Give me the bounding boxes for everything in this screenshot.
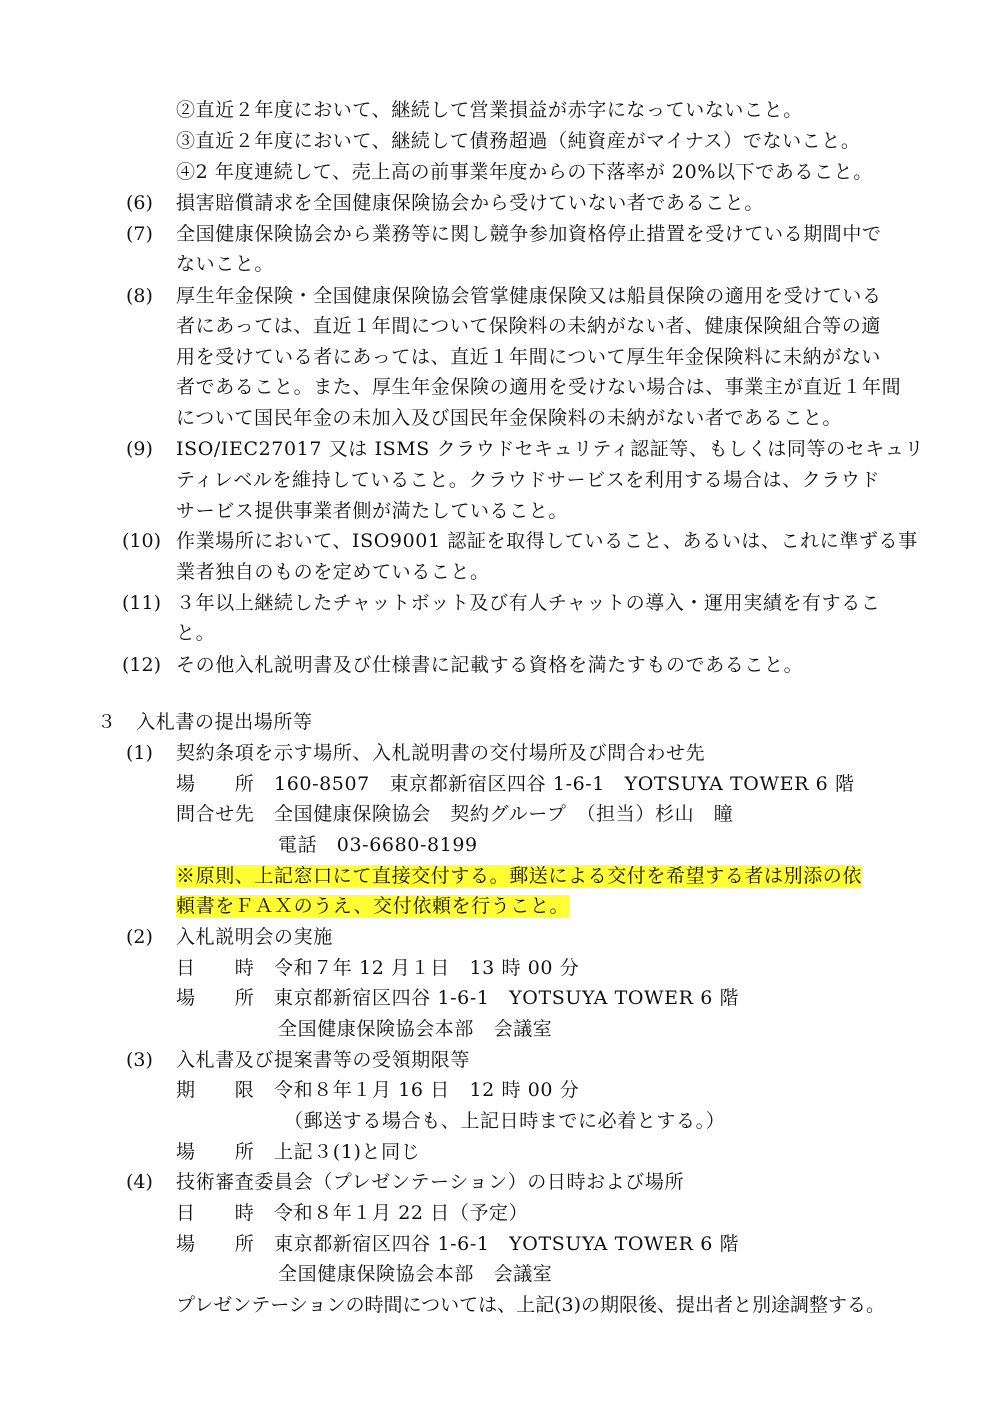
sub-3-place: 場 所 上記３(1)と同じ <box>176 1141 421 1163</box>
sub-4-room: 全国健康保険協会本部 会議室 <box>278 1263 553 1285</box>
sub-number-1: (1) <box>126 742 153 764</box>
sub-1-phone: 電話 03-6680-8199 <box>278 834 478 856</box>
item-7-text-line-1: 全国健康保険協会から業務等に関し競争参加資格停止措置を受けている期間中で <box>176 223 882 245</box>
item-8-text-line-4: 者であること。また、厚生年金保険の適用を受けない場合は、事業主が直近１年間 <box>176 376 902 398</box>
item-6-text: 損害賠償請求を全国健康保険協会から受けていない者であること。 <box>176 192 765 214</box>
sub-4-datetime: 日 時 令和８年１月 22 日（予定） <box>176 1202 529 1224</box>
sub-1-title: 契約条項を示す場所、入札説明書の交付場所及び問合わせ先 <box>176 742 706 764</box>
sub-number-4: (4) <box>126 1171 153 1193</box>
sub-number-2: (2) <box>126 926 153 948</box>
sub-2-datetime: 日 時 令和７年 12 月１日 13 時 00 分 <box>176 957 580 979</box>
highlight-note-text-2: 頼書をＦＡＸのうえ、交付依頼を行うこと。 <box>176 895 570 917</box>
sub-2-title: 入札説明会の実施 <box>176 926 333 948</box>
item-number-8: (8) <box>126 285 153 307</box>
sub-2-room: 全国健康保険協会本部 会議室 <box>278 1018 553 1040</box>
highlight-note-text-1: ※原則、上記窓口にて直接交付する。郵送による交付を希望する者は別添の依 <box>176 865 863 887</box>
item-8-text-line-1: 厚生年金保険・全国健康保険協会管掌健康保険又は船員保険の適用を受けている <box>176 285 882 307</box>
item-9-text-line-1: ISO/IEC27017 又は ISMS クラウドセキュリティ認証等、もしくは同等のセキュリ <box>176 438 925 460</box>
item-number-11: (11) <box>122 592 162 614</box>
sub-4-title: 技術審査委員会（プレゼンテーション）の日時および場所 <box>176 1171 685 1193</box>
item-7-text-line-2: ないこと。 <box>176 253 275 275</box>
item-11-text-line-2: と。 <box>176 622 216 644</box>
item-number-9: (9) <box>126 438 153 460</box>
sub-3-title: 入札書及び提案書等の受領期限等 <box>176 1049 471 1071</box>
sub-1-place: 場 所 160-8507 東京都新宿区四谷 1-6-1 YOTSUYA TOWER 6 階 <box>176 773 855 795</box>
sub-item-4: ④2 年度連続して、売上高の前事業年度からの下落率が 20%以下であること。 <box>176 161 873 183</box>
item-number-6: (6) <box>126 192 153 214</box>
item-9-text-line-3: サービス提供事業者側が満たしていること。 <box>176 500 569 522</box>
item-8-text-line-5: について国民年金の未加入及び国民年金保険料の未納がない者であること。 <box>176 407 843 429</box>
sub-1-contact: 問合せ先 全国健康保険協会 契約グループ （担当）杉山 瞳 <box>176 803 734 825</box>
item-12-text: その他入札説明書及び仕様書に記載する資格を満たすものであること。 <box>176 654 804 676</box>
sub-3-note: （郵送する場合も、上記日時までに必着とする。） <box>284 1110 726 1132</box>
highlight-note-line-1 <box>176 862 862 890</box>
item-11-text-line-1: ３年以上継続したチャットボット及び有人チャットの導入・運用実績を有するこ <box>176 592 881 614</box>
sub-number-3: (3) <box>126 1049 153 1071</box>
sub-2-place: 場 所 東京都新宿区四谷 1-6-1 YOTSUYA TOWER 6 階 <box>176 987 740 1009</box>
item-10-text-line-1: 作業場所において、ISO9001 認証を取得していること、あるいは、これに準ずる事 <box>176 530 918 552</box>
item-10-text-line-2: 業者独自のものを定めていること。 <box>176 561 490 583</box>
item-8-text-line-3: 用を受けている者にあっては、直近１年間について厚生年金保険料に未納がない <box>176 346 882 368</box>
item-number-10: (10) <box>122 530 162 552</box>
sub-item-2: ②直近２年度において、継続して営業損益が赤字になっていないこと。 <box>176 99 803 121</box>
item-number-7: (7) <box>126 223 153 245</box>
sub-4-place: 場 所 東京都新宿区四谷 1-6-1 YOTSUYA TOWER 6 階 <box>176 1233 740 1255</box>
sub-4-presentation-note: プレゼンテーションの時間については、上記(3)の期限後、提出者と別途調整する。 <box>176 1294 886 1316</box>
highlight-note-line-2 <box>176 892 569 920</box>
sub-3-deadline: 期 限 令和８年１月 16 日 12 時 00 分 <box>176 1079 580 1101</box>
sub-item-3: ③直近２年度において、継続して債務超過（純資産がマイナス）でないこと。 <box>176 130 861 152</box>
item-8-text-line-2: 者にあっては、直近１年間について保険料の未納がない者、健康保険組合等の適 <box>176 315 882 337</box>
item-number-12: (12) <box>122 654 162 676</box>
item-9-text-line-2: ティレベルを維持していること。クラウドサービスを利用する場合は、クラウド <box>176 469 881 491</box>
section-3-heading: ３ 入札書の提出場所等 <box>97 711 313 733</box>
